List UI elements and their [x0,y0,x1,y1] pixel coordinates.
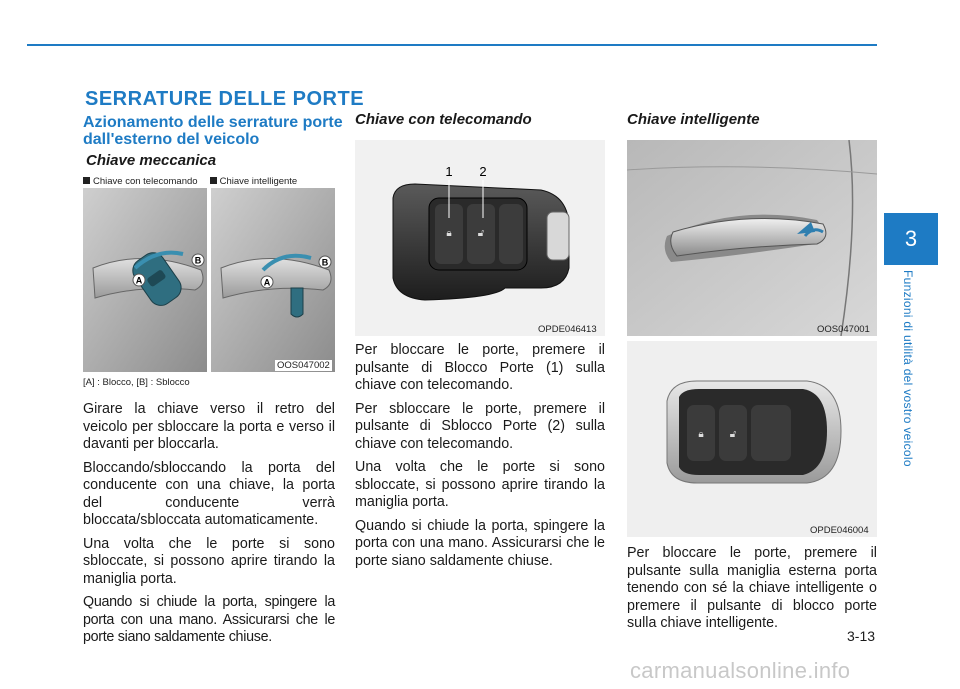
mechanical-key-image [83,188,335,372]
col1-body [83,401,335,653]
image-code-col3-bottom: OPDE046004 [810,525,869,536]
col1-paragraph: Girare la chiave verso il retro del veicolo per sbloccare la porta e verso il davanti per bloccarla. [83,401,335,452]
door-handle-image [627,140,877,336]
image-caption: [A] : Blocco, [B] : Sblocco [83,377,190,388]
col3-subheading: Chiave intelligente [627,111,760,128]
callout-2: 2 [479,164,487,179]
section-title: SERRATURE DELLE PORTE [85,88,365,110]
col1-paragraph: Bloccando/sbloccando la porta del conducente con una chiave, la porta del conducente verrà bloccata/sbloccata automaticamente. [83,459,335,528]
image-code-col2: OPDE046413 [538,324,597,335]
col3-paragraph: Per bloccare le porte, premere il pulsante sulla maniglia esterna porta tenendo con sé la chiave intelligente o premere il pulsante di blocco porte sulla chiave intelligente. [627,545,877,631]
col3-body [627,545,877,639]
legend-item-smart: Chiave intelligente [210,176,298,190]
svg-text:🔓︎: 🔓︎ [729,429,737,440]
svg-text:🔒︎: 🔒︎ [446,228,452,239]
col2-paragraph: Per bloccare le porte, premere il pulsante di Blocco Porte (1) sulla chiave con telecomando. [355,342,605,393]
label-a-left: A [135,275,143,286]
smart-key-image [627,341,877,537]
col2-subheading: Chiave con telecomando [355,111,532,128]
svg-text:🔓︎: 🔓︎ [477,228,485,239]
label-a-right: A [263,277,271,288]
image-code-col3-top: OOS047001 [817,324,870,335]
chapter-tab: 3 [884,213,938,265]
image-code-col1: OOS047002 [277,360,330,371]
legend-item-remote: Chiave con telecomando [83,176,198,190]
svg-text:🔒︎: 🔒︎ [698,429,704,440]
col2-body [355,342,605,576]
watermark: carmanualsonline.info [630,658,851,683]
label-b-left: B [194,255,202,266]
col1-paragraph: Quando si chiude la porta, spingere la porta con una mano. Assicurarsi che le porte siano saldamente chiuse. [83,594,335,645]
callout-1: 1 [445,164,453,179]
col1-heading: Azionamento delle serrature porte dall'esterno del veicolo [83,114,343,148]
page-number: 3-13 [847,628,876,644]
col2-paragraph: Quando si chiude la porta, spingere la porta con una mano. Assicurarsi che le porte siano saldamente chiuse. [355,517,605,569]
top-rule [27,44,877,46]
chapter-title: Funzioni di utilità del vostro veicolo [901,270,915,467]
col2-paragraph: Per sbloccare le porte, premere il pulsante di Sblocco Porte (2) sulla chiave con telecomando. [355,400,605,452]
label-b-right: B [321,257,329,268]
col1-paragraph: Una volta che le porte si sono sbloccate, si possono aprire tirando la maniglia porta. [83,535,335,587]
remote-key-image [355,140,605,336]
col1-subheading: Chiave meccanica [86,152,217,169]
col2-paragraph: Una volta che le porte si sono sbloccate, si possono aprire tirando la maniglia porta. [355,459,605,510]
